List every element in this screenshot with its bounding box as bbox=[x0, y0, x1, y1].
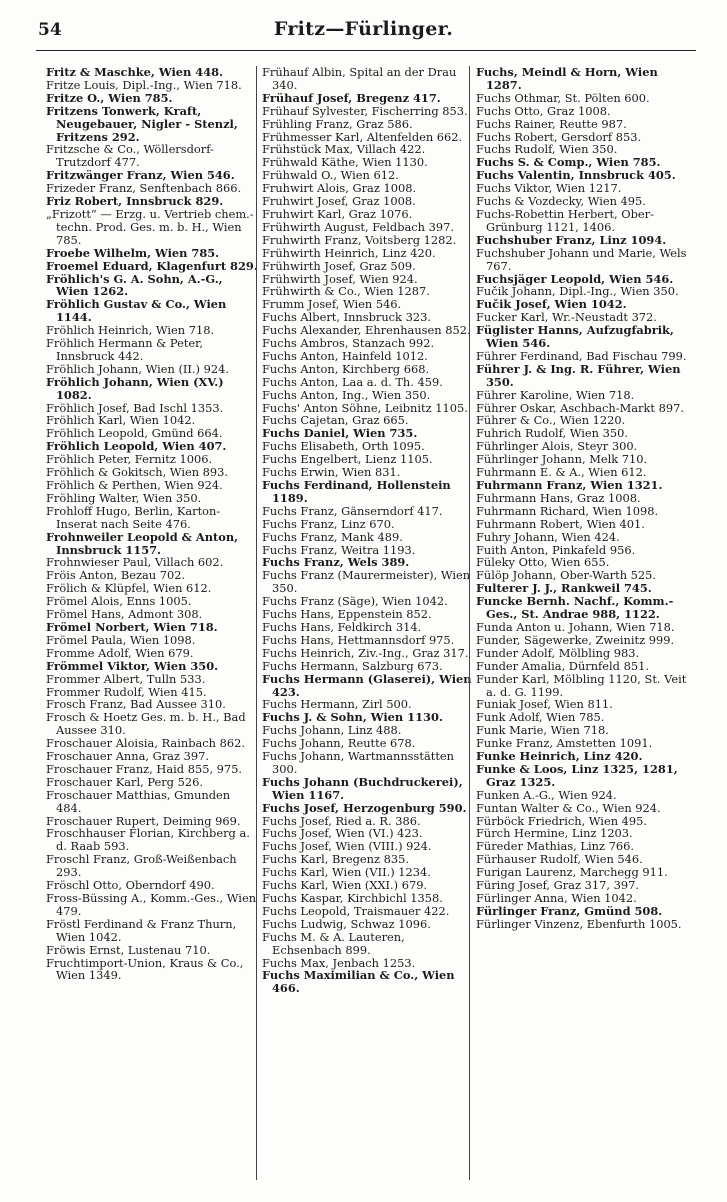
directory-entry: Fülöp Johann, Ober-Warth 525. bbox=[476, 568, 657, 583]
directory-entry: Frömel Hans, Admont 308. bbox=[46, 607, 203, 622]
directory-entry: Fuchs Rainer, Reutte 987. bbox=[476, 116, 627, 131]
column-1 bbox=[46, 66, 258, 982]
directory-entry: Frohnwieser Paul, Villach 602. bbox=[46, 555, 224, 570]
directory-entry: Fröhlich Hermann & Peter, Innsbruck 442. bbox=[46, 336, 203, 363]
directory-entry: Führer Karoline, Wien 718. bbox=[476, 387, 635, 402]
directory-entry: Fuchs Josef, Wien (VIII.) 924. bbox=[262, 839, 432, 854]
directory-entry: Funda Anton u. Johann, Wien 718. bbox=[476, 619, 675, 634]
directory-entry: Fuchs M. & A. Lauteren, Echsenbach 899. bbox=[262, 929, 405, 957]
directory-entry: Fuchs Ludwig, Schwaz 1096. bbox=[262, 916, 431, 931]
directory-entry: Frizeder Franz, Senftenbach 866. bbox=[46, 181, 242, 196]
directory-entry: Fröhlich Leopold, Gmünd 664. bbox=[46, 426, 223, 441]
directory-entry: Frühwirth August, Feldbach 397. bbox=[262, 219, 454, 234]
directory-entry: Fürch Hermine, Linz 1203. bbox=[476, 826, 633, 841]
directory-entry: Frühwirth Josef, Graz 509. bbox=[262, 258, 416, 273]
directory-entry: Führer Ferdinand, Bad Fischau 799. bbox=[476, 348, 687, 363]
directory-entry: Froschauer Aloisia, Rainbach 862. bbox=[46, 736, 245, 751]
directory-entry: Frühwald O., Wien 612. bbox=[262, 168, 399, 183]
directory-entry: Fuchs Anton, Laa a. d. Th. 459. bbox=[262, 374, 443, 389]
directory-entry: Frosch & Hoetz Ges. m. b. H., Bad Aussee 310. bbox=[46, 710, 246, 738]
directory-entry: Fuchs Josef, Ried a. R. 386. bbox=[262, 813, 421, 828]
directory-entry: Fuhry Johann, Wien 424. bbox=[476, 529, 620, 544]
directory-entry: Frommer Albert, Tulln 533. bbox=[46, 671, 206, 686]
directory-entry: Füglister Hanns, Aufzugfabrik, Wien 546. bbox=[476, 323, 674, 351]
directory-entry: Froschl Franz, Groß-Weißenbach 293. bbox=[46, 852, 237, 880]
directory-entry: Fuchs Franz, Linz 670. bbox=[262, 516, 395, 531]
directory-entry: Froschauer Rupert, Deiming 969. bbox=[46, 813, 241, 828]
directory-entry: Fromme Adolf, Wien 679. bbox=[46, 645, 194, 660]
directory-entry: Fuchs Franz (Säge), Wien 1042. bbox=[262, 594, 448, 609]
directory-entry: Fuchs Franz, Gänserndorf 417. bbox=[262, 503, 443, 518]
directory-entry: Fürböck Friedrich, Wien 495. bbox=[476, 813, 648, 828]
directory-entry: Fuchsjäger Leopold, Wien 546. bbox=[476, 271, 674, 286]
directory-entry: Füreder Mathias, Linz 766. bbox=[476, 839, 634, 854]
header-rule bbox=[36, 50, 696, 51]
directory-entry: Fučik Johann, Dipl.-Ing., Wien 350. bbox=[476, 284, 679, 299]
directory-entry: Fuchshuber Johann und Marie, Wels 767. bbox=[476, 245, 687, 273]
directory-entry: Fritz & Maschke, Wien 448. bbox=[46, 65, 224, 79]
directory-entry: Frühwirth Josef, Wien 924. bbox=[262, 271, 418, 286]
directory-entry: Funder, Sägewerke, Zweinitz 999. bbox=[476, 632, 675, 647]
directory-entry: Fuchs Franz (Maurermeister), Wien 350. bbox=[262, 568, 471, 596]
directory-entry: Fuchs Ambros, Stanzach 992. bbox=[262, 336, 435, 351]
directory-entry: Funiak Josef, Wien 811. bbox=[476, 697, 613, 712]
directory-entry: Fuchs Hans, Hettmannsdorf 975. bbox=[262, 632, 455, 647]
directory-entry: Fuhrmann Franz, Wien 1321. bbox=[476, 478, 663, 492]
directory-entry: Fritze Louis, Dipl.-Ing., Wien 718. bbox=[46, 77, 242, 92]
directory-entry: Fruhwirt Alois, Graz 1008. bbox=[262, 181, 417, 196]
directory-entry: Froschauer Matthias, Gmunden 484. bbox=[46, 787, 231, 815]
directory-entry: Fröhlich Karl, Wien 1042. bbox=[46, 413, 196, 428]
directory-entry: Frühstück Max, Villach 422. bbox=[262, 142, 426, 157]
directory-entry: Fuchs S. & Comp., Wien 785. bbox=[476, 155, 661, 170]
directory-entry: Fröhlich Heinrich, Wien 718. bbox=[46, 323, 215, 338]
directory-entry: Fuchs Robert, Gersdorf 853. bbox=[476, 129, 642, 144]
directory-entry: Führer J. & Ing. R. Führer, Wien 350. bbox=[476, 361, 681, 389]
directory-entry: Fuchs Franz, Mank 489. bbox=[262, 529, 403, 544]
directory-entry: Fuhrmann E. & A., Wien 612. bbox=[476, 465, 647, 480]
directory-entry: Fuchs Erwin, Wien 831. bbox=[262, 465, 401, 480]
directory-entry: Fuchs Josef, Herzogenburg 590. bbox=[262, 800, 467, 815]
directory-entry: Frühwirth Heinrich, Linz 420. bbox=[262, 245, 436, 260]
directory-entry: Führer & Co., Wien 1220. bbox=[476, 413, 626, 428]
directory-entry: Fröhling Walter, Wien 350. bbox=[46, 490, 202, 505]
directory-entry: Fruchtimport-Union, Kraus & Co., Wien 1349. bbox=[46, 955, 244, 983]
directory-entry: Fuchs Johann (Buchdruckerei), Wien 1167. bbox=[262, 774, 463, 802]
directory-entry: Fröhlich & Perthen, Wien 924. bbox=[46, 478, 223, 492]
directory-entry: Fuchs Alexander, Ehrenhausen 852. bbox=[262, 323, 471, 338]
directory-entry: Funcke Bernh. Nachf., Komm.-Ges., St. Andrae 988, 1122. bbox=[476, 594, 674, 622]
directory-entry: Frömel Alois, Enns 1005. bbox=[46, 594, 192, 609]
directory-entry: Fuchs Hermann, Salzburg 673. bbox=[262, 658, 443, 673]
directory-entry: Fuchs Otto, Graz 1008. bbox=[476, 103, 611, 118]
directory-entry: Funk Marie, Wien 718. bbox=[476, 723, 609, 738]
directory-entry: Fuchs Ferdinand, Hollenstein 1189. bbox=[262, 478, 451, 505]
directory-entry: Fritzens Tonwerk, Kraft, Neugebauer, Nigler - Stenzl, Fritzens 292. bbox=[46, 103, 238, 144]
directory-entry: Froschauer Franz, Haid 855, 975. bbox=[46, 761, 243, 776]
directory-entry: Fürlinger Anna, Wien 1042. bbox=[476, 891, 637, 905]
directory-entry: Fuchs Engelbert, Lienz 1105. bbox=[262, 452, 433, 467]
directory-entry: Fuith Anton, Pinkafeld 956. bbox=[476, 542, 636, 557]
directory-entry: Fröhlich Johann, Wien (XV.) 1082. bbox=[46, 374, 224, 402]
directory-entry: Frühmesser Karl, Altenfelden 662. bbox=[262, 129, 463, 144]
directory-entry: Fuchs Elisabeth, Orth 1095. bbox=[262, 439, 425, 454]
directory-entry: Fross-Büssing A., Komm.-Ges., Wien 479. bbox=[46, 891, 257, 918]
directory-entry: Fröwis Ernst, Lustenau 710. bbox=[46, 942, 211, 957]
directory-entry: Frohnweiler Leopold & Anton, Innsbruck 1157. bbox=[46, 529, 239, 557]
page-header bbox=[0, 14, 727, 44]
directory-entry: Fuchs Valentin, Innsbruck 405. bbox=[476, 168, 676, 183]
directory-entry: Fröis Anton, Bezau 702. bbox=[46, 568, 186, 583]
directory-entry: Fuchs' Anton Söhne, Leibnitz 1105. bbox=[262, 400, 468, 415]
directory-entry: Fuchs Rudolf, Wien 350. bbox=[476, 142, 618, 157]
directory-entry: Fuchs Maximilian & Co., Wien 466. bbox=[262, 968, 455, 996]
directory-entry: Fruhwirth Franz, Voitsberg 1282. bbox=[262, 232, 457, 247]
directory-entry: Fritzsche & Co., Wöllersdorf-Trutzdorf 477. bbox=[46, 142, 214, 170]
column-3 bbox=[476, 66, 688, 931]
directory-entry: Funk Adolf, Wien 785. bbox=[476, 710, 605, 725]
directory-entry: Fuchs Franz, Wels 389. bbox=[262, 555, 410, 570]
directory-entry: Fuchs Hermann, Zirl 500. bbox=[262, 697, 412, 712]
directory-entry: Fuchs Karl, Wien (XXI.) 679. bbox=[262, 878, 428, 893]
directory-entry: Fuchs Karl, Wien (VII.) 1234. bbox=[262, 865, 431, 880]
directory-entry: Fuchs Albert, Innsbruck 323. bbox=[262, 310, 431, 325]
directory-entry: Frumm Josef, Wien 546. bbox=[262, 297, 402, 312]
directory-entry: Fürhauser Rudolf, Wien 546. bbox=[476, 852, 643, 867]
directory-entry: Fritze O., Wien 785. bbox=[46, 90, 173, 105]
directory-entry: Fürlinger Vinzenz, Ebenfurth 1005. bbox=[476, 916, 682, 931]
directory-entry: Funke Franz, Amstetten 1091. bbox=[476, 736, 653, 751]
directory-entry: Frühling Franz, Graz 586. bbox=[262, 116, 413, 131]
directory-entry: Fuchs-Robettin Herbert, Ober-Grünburg 1121, 1406. bbox=[476, 206, 654, 234]
directory-entry: Fuchs J. & Sohn, Wien 1130. bbox=[262, 710, 443, 725]
directory-entry: Frühauf Albin, Spital an der Drau 340. bbox=[262, 65, 457, 92]
directory-entry: Frosch Franz, Bad Aussee 310. bbox=[46, 697, 226, 712]
directory-entry: Fuchs Kaspar, Kirchbichl 1358. bbox=[262, 891, 443, 905]
directory-entry: Frühauf Josef, Bregenz 417. bbox=[262, 90, 441, 105]
directory-entry: Froemel Eduard, Klagenfurt 829. bbox=[46, 258, 258, 273]
directory-entry: Fuchs Karl, Bregenz 835. bbox=[262, 852, 409, 867]
directory-entry: Fuchs Franz, Weitra 1193. bbox=[262, 542, 416, 557]
directory-entry: Funke & Loos, Linz 1325, 1281, Graz 1325. bbox=[476, 761, 678, 789]
directory-entry: Funtan Walter & Co., Wien 924. bbox=[476, 800, 661, 815]
directory-entry: „Frizott“ — Erzg. u. Vertrieb chem.-techn. Prod. Ges. m. b. H., Wien 785. bbox=[46, 206, 254, 247]
directory-entry: Fruhwirt Karl, Graz 1076. bbox=[262, 206, 413, 221]
directory-entry: Fuchs Anton, Kirchberg 668. bbox=[262, 361, 430, 376]
directory-entry: Fuchs Max, Jenbach 1253. bbox=[262, 955, 416, 970]
directory-entry: Fröschl Otto, Oberndorf 490. bbox=[46, 878, 215, 893]
column-2 bbox=[262, 66, 474, 995]
directory-entry: Fuhrich Rudolf, Wien 350. bbox=[476, 426, 628, 441]
directory-entry: Fuchs Johann, Reutte 678. bbox=[262, 736, 416, 751]
directory-entry: Fuchs Cajetan, Graz 665. bbox=[262, 413, 409, 428]
directory-entry: Fuhrmann Richard, Wien 1098. bbox=[476, 503, 659, 518]
directory-entry: Frölich & Klüpfel, Wien 612. bbox=[46, 581, 212, 596]
directory-entry: Fröhlich Gustav & Co., Wien 1144. bbox=[46, 297, 227, 325]
directory-entry: Fritzwänger Franz, Wien 546. bbox=[46, 168, 235, 183]
directory-entry: Frömel Norbert, Wien 718. bbox=[46, 619, 218, 634]
directory-entry: Fröstl Ferdinand & Franz Thurn, Wien 1042. bbox=[46, 916, 237, 944]
directory-entry: Funder Amalia, Dürnfeld 851. bbox=[476, 658, 649, 673]
directory-entry: Fuchs Anton, Hainfeld 1012. bbox=[262, 348, 428, 363]
directory-entry: Fuchs Leopold, Traismauer 422. bbox=[262, 903, 450, 918]
directory-entry: Fürlinger Franz, Gmünd 508. bbox=[476, 903, 663, 918]
directory-entry: Funder Adolf, Mölbling 983. bbox=[476, 645, 640, 660]
directory-entry: Fuhrmann Hans, Graz 1008. bbox=[476, 490, 641, 505]
directory-entry: Frohloff Hugo, Berlin, Karton-Inserat nach Seite 476. bbox=[46, 503, 221, 531]
directory-entry: Füring Josef, Graz 317, 397. bbox=[476, 878, 639, 893]
directory-entry: Fröhlich Peter, Fernitz 1006. bbox=[46, 452, 213, 467]
directory-entry: Froschauer Anna, Graz 397. bbox=[46, 749, 209, 764]
directory-entry: Froebe Wilhelm, Wien 785. bbox=[46, 245, 220, 260]
page-number: 54 bbox=[38, 20, 62, 40]
directory-entry: Fuchs Heinrich, Ziv.-Ing., Graz 317. bbox=[262, 645, 469, 660]
directory-entry: Fröhlich & Gokitsch, Wien 893. bbox=[46, 465, 229, 480]
directory-entry: Froschhauser Florian, Kirchberg a. d. Raab 593. bbox=[46, 826, 250, 854]
directory-entry: Fröhlich's G. A. Sohn, A.-G., Wien 1262. bbox=[46, 271, 223, 299]
directory-entry: Führer Oskar, Aschbach-Markt 897. bbox=[476, 400, 684, 415]
directory-entry: Fuchs Daniel, Wien 735. bbox=[262, 426, 418, 441]
directory-entry: Fuchs Othmar, St. Pölten 600. bbox=[476, 90, 650, 105]
column-divider bbox=[469, 66, 470, 1180]
directory-entry: Fruhwirt Josef, Graz 1008. bbox=[262, 194, 416, 209]
directory-entry: Froschauer Karl, Perg 526. bbox=[46, 774, 203, 789]
column-divider bbox=[256, 66, 257, 1180]
directory-entry: Fučik Josef, Wien 1042. bbox=[476, 297, 627, 312]
directory-entry: Fuhrmann Robert, Wien 401. bbox=[476, 516, 645, 531]
directory-entry: Fuchs Hermann (Glaserei), Wien 423. bbox=[262, 671, 472, 699]
directory-entry: Friz Robert, Innsbruck 829. bbox=[46, 194, 224, 209]
directory-entry: Funder Karl, Mölbling 1120, St. Veit a. d. G. 1199. bbox=[476, 671, 687, 699]
directory-entry: Frühauf Sylvester, Fischerring 853. bbox=[262, 103, 468, 118]
directory-entry: Fröhlich Leopold, Wien 407. bbox=[46, 439, 227, 454]
directory-entry: Führlinger Johann, Melk 710. bbox=[476, 452, 648, 467]
directory-entry: Frommer Rudolf, Wien 415. bbox=[46, 684, 207, 699]
directory-entry: Fuchs Viktor, Wien 1217. bbox=[476, 181, 622, 196]
directory-entry: Fuchs & Vozdecky, Wien 495. bbox=[476, 194, 646, 209]
directory-entry: Fucker Karl, Wr.-Neustadt 372. bbox=[476, 310, 657, 325]
directory-entry: Fuchs Hans, Feldkirch 314. bbox=[262, 619, 422, 634]
directory-entry: Frühwirth & Co., Wien 1287. bbox=[262, 284, 430, 299]
directory-entry: Frömel Paula, Wien 1098. bbox=[46, 632, 196, 647]
directory-entry: Fröhlich Johann, Wien (II.) 924. bbox=[46, 361, 229, 376]
directory-entry: Fulterer J. J., Rankweil 745. bbox=[476, 581, 652, 596]
directory-entry: Fuchs Hans, Eppenstein 852. bbox=[262, 607, 432, 622]
directory-entry: Fuchs Johann, Linz 488. bbox=[262, 723, 402, 738]
directory-entry: Fuchshuber Franz, Linz 1094. bbox=[476, 232, 667, 247]
directory-entry: Funken A.-G., Wien 924. bbox=[476, 787, 617, 802]
directory-entry: Fuchs Johann, Wartmannsstätten 300. bbox=[262, 749, 454, 776]
directory-entry: Fröhlich Josef, Bad Ischl 1353. bbox=[46, 400, 224, 415]
directory-entry: Frömmel Viktor, Wien 350. bbox=[46, 658, 219, 673]
page-title: Fritz—Fürlinger. bbox=[273, 18, 454, 40]
directory-entry: Frühwald Käthe, Wien 1130. bbox=[262, 155, 428, 170]
directory-entry: Fuchs, Meindl & Horn, Wien 1287. bbox=[476, 65, 658, 92]
directory-entry: Fuchs Anton, Ing., Wien 350. bbox=[262, 387, 431, 402]
directory-entry: Führlinger Alois, Steyr 300. bbox=[476, 439, 638, 454]
directory-entry: Funke Heinrich, Linz 420. bbox=[476, 749, 643, 764]
directory-entry: Furigan Laurenz, Marchegg 911. bbox=[476, 865, 668, 880]
directory-entry: Füleky Otto, Wien 655. bbox=[476, 555, 610, 570]
directory-entry: Fuchs Josef, Wien (VI.) 423. bbox=[262, 826, 423, 841]
